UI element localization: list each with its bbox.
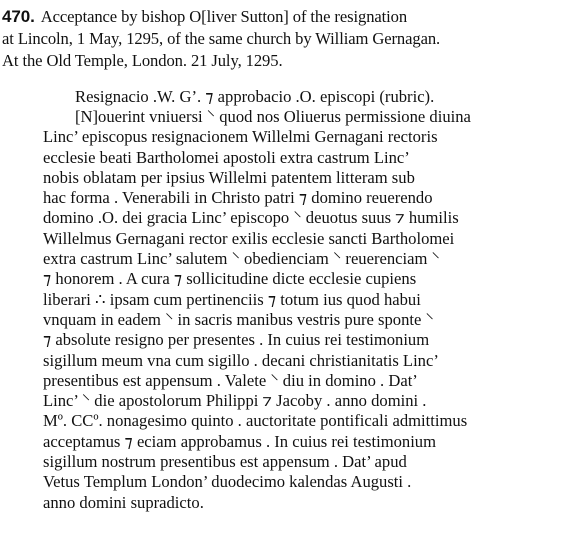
rubric-line: Resignacio .W. G’. ⁊ approbacio .O. episcopi (rubric). — [75, 87, 435, 106]
entry-title-line: At the Old Temple, London. 21 July, 1295. — [2, 51, 283, 70]
entry-title-line: at Lincoln, 1 May, 1295, of the same church by William Gernagan. — [2, 29, 441, 48]
text-line: ⁊ honorem . A cura ⁊ sollicitudine dicte ecclesie cupiens — [43, 269, 417, 289]
text-line: vnquam in eadem ⸌ in sacris manibus vestris pure sponte ⸌ — [43, 309, 434, 329]
text-line: Mº. CCº. nonagesimo quinto . auctoritate pontificali admittimus — [43, 411, 468, 431]
text-line: anno domini supradicto. — [43, 492, 204, 512]
text-line: Linc’ episcopus resignacionem Willelmi Gernagani rectoris — [43, 127, 438, 147]
text-line: ecclesie beati Bartholomei apostoli extra castrum Linc’ — [43, 147, 410, 167]
entry-heading-line-1 — [2, 6, 572, 28]
entry-heading — [2, 6, 572, 72]
entry-number: 470. — [2, 7, 35, 26]
text-line: Vetus Templum London’ duodecimo kalendas Augusti . — [43, 472, 412, 492]
text-line: liberari ∴ ipsam cum pertinenciis ⁊ totum ius quod habui — [43, 289, 421, 309]
text-line: sigillum meum vna cum sigillo . decani christianitatis Linc’ — [43, 350, 439, 370]
text-line: sigillum nostrum presentibus est appensum . Dat’ apud — [43, 452, 407, 472]
entry-title-line: Acceptance by bishop O[liver Sutton] of the resignation — [40, 7, 408, 26]
text-line: hac forma . Venerabili in Christo patri ⁊ domino reuerendo — [43, 188, 433, 208]
text-line: acceptamus ⁊ eciam approbamus . In cuius rei testimonium — [43, 431, 437, 451]
text-line: ⁊ absolute resigno per presentes . In cuius rei testimonium — [43, 330, 430, 350]
text-line: Linc’ ⸌ die apostolorum Philippi ⁊ Jacoby . anno domini . — [43, 391, 427, 411]
charter-text — [43, 107, 571, 513]
text-line: presentibus est appensum . Valete ⸌ diu in domino . Dat’ — [43, 370, 418, 390]
text-line: Willelmus Gernagani rector exilis ecclesie sancti Bartholomei — [43, 228, 455, 248]
text-line: domino .O. dei gracia Linc’ episcopo ⸌ deuotus suus ⁊ humilis — [43, 208, 459, 228]
text-line: nobis oblatam per ipsius Willelmi patentem litteram sub — [43, 167, 415, 187]
text-line: [N]ouerint vniuersi ⸌ quod nos Oliuerus permissione diuina — [75, 107, 471, 126]
text-line: extra castrum Linc’ salutem ⸌ obedienciam ⸌ reuerenciam ⸌ — [43, 249, 440, 269]
